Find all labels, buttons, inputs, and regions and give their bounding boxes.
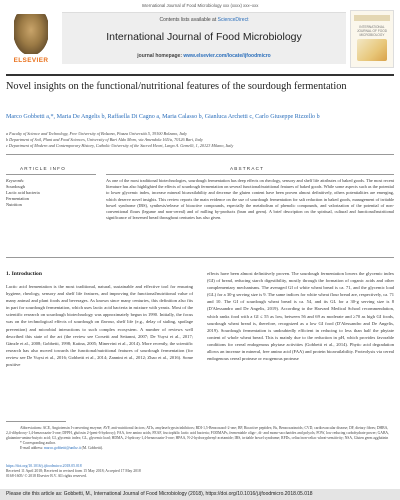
affiliation-a: a Faculty of Science and Technology, Free University of Bolzano, Piazza Università 5, 39100 Bolzano, Italy <box>6 131 188 136</box>
keyword-item[interactable]: Sourdough <box>6 184 25 190</box>
abstract-bottom-divider <box>6 257 394 258</box>
header-divider <box>6 74 394 76</box>
corresponding-author-footnote: * Corresponding author. <box>20 441 56 445</box>
homepage-label: journal homepage: <box>137 53 182 59</box>
article-info <box>6 178 96 208</box>
email-label: E-mail address: <box>20 446 44 450</box>
abstract-text: As one of the most traditional biotechnologies, sourdough fermentation has deep effects on rheology, sensory and shelf life attributes of baked goods. The most recent literature has also highlighted the effects of sourdough fermentation on several functional/nutritional features of baked goods. While some aspects such as the potential to lower glycemic index, increase mineral bioavailability and decrease the gluten content have been proven almost definitively, others potentialities are emerging, which deserve novel insights. This review reports the main evidence on the use of sourdough fermentation for salt reduction in baked goods, management of irritable bowel syndrome (IBS), synthesis/release of bioactive compounds, especially the metabolism of phenolic compounds, and valorization of the potential of non-conventional flours (legume and non-cereal) and of milling by-products (bran and germ). A brief description on the spiritual, cultural and functional/nutritional significance of leavened bread throughout centuries has also given. <box>106 178 394 221</box>
keyword-item[interactable]: Fermentation <box>6 196 29 202</box>
journal-cover-thumbnail[interactable] <box>350 10 394 68</box>
journal-reference-line: International Journal of Food Microbiology xxx (xxxx) xxx–xxx <box>141 3 259 8</box>
abbreviations-footnote: Abbreviations: ACE, Angiotensin I-converting enzyme; AVF, anti-nutritional factors; ATIs, amylase/trypsin inhibitors; BDI-1,5-Benzoxazol-2-one; BP, Bioactive peptides; Bs, Benzoxazinoids; CVD, cardiovascular disease; DF, dietary fibres; DHBA, 2,4-dihydroxy-1,4-benzoxazin-3-one; DFPH, glufosin 2-(pent-6-hydroxy); FAA, free amino acids; FEAF, fructophilic lactic acid bacteria; FODMAPs, fermentable oligo-, di- and mono-saccharides and polyols; FOW, low reducing carbohydrate power; GABA, glutamine-amino-butyric acid; GI, glycemic index; GL, glycemic load; HDMA, 2-hydroxy-1,4-benzoxazin-3-one; HPAA, N-2-hydroxyphenyl-acetamide; IBS, irritable bowel syndrome; RFDs, celiac/non-celiac wheat-sensitivity; NSA, Gluten germ agglutinin <box>6 426 390 440</box>
article-info-divider <box>6 174 96 175</box>
article-info-heading: ARTICLE INFO <box>20 166 66 171</box>
journal-banner <box>6 10 394 70</box>
author-list[interactable]: Marco Gobbetti a,*, Maria De Angelis b, Raffaella Di Cagno a, Maria Calasso b, Gianluca Archetti c, Carlo Giuseppe Rizzello b <box>6 114 320 120</box>
footnotes <box>6 426 394 451</box>
abstract-heading: ABSTRACT <box>230 166 265 171</box>
email-owner: (M. Gobbetti). <box>81 446 104 450</box>
contents-line <box>62 17 346 23</box>
email-footnote <box>6 446 394 451</box>
cover-text: INTERNATIONAL JOURNAL OF FOOD MICROBIOLOGY <box>356 25 388 37</box>
received-dates: Received 11 April 2018; Received in revised form 15 May 2018; Accepted 17 May 2018 <box>6 469 141 473</box>
keyword-item[interactable]: Lactic acid bacteria <box>6 190 40 196</box>
cover-band <box>354 15 390 21</box>
article-title: Novel insights on the functional/nutritional features of the sourdough fermentation <box>6 81 347 92</box>
citation-bar: Please cite this article as: Gobbetti, M., International Journal of Food Microbiology (2018), https://doi.org/10.1016/j.ijfoodmicro.2018.05.018 <box>0 489 400 500</box>
homepage-line <box>62 53 346 59</box>
abstract-divider <box>106 174 394 175</box>
elsevier-tree-icon <box>14 14 48 54</box>
homepage-link[interactable]: www.elsevier.com/locate/ijfoodmicro <box>183 53 271 59</box>
sciencedirect-link[interactable]: ScienceDirect <box>217 17 249 23</box>
introduction-right-column: effects have been almost definitively proven. The sourdough fermentation lowers the glycemic index (GI) of bread, reducing starch digestibility, mostly through the formation of organic acids and other complementary mechanisms. The averaged GI of white wheat bread is ca. 71, and the glycemic load (GL) for a 30-g serving size is 9. The same indices for white wheat flour bread are, respectively, ca. 71 and 10. The GI of sourdough wheat bread is ca. 54, and its GL for a 30-g serving size is 8 (D'Alessandro and De Angelis, 2019). According to the Harvard Medical School recommendation, which ranks food with a GI ≤ 55 as low, between 56 and 69 as moderate and ≥70 as high GI foods, sourdough wheat bread is, therefore, recognized as a low GI food (D'Alessandro and De Angelis, 2019). Sourdough fermentation is undoubtedly efficient in reducing to less than half the phytate content of whole wheat bread. This is mainly due to the reduction in pH, which provides favorable conditions for cereal endogenous phytase activities (Gobbetti et al., 2014). Phytic acid degradation allows an increase in mineral, free amino acid (FAA) and protein bioavailability. Proteolysis via cereal endogenous cereal protease or exogenous protease <box>207 271 394 362</box>
email-link[interactable]: marco.gobbetti@unibz.it <box>43 446 81 450</box>
keyword-item[interactable]: Nutrition <box>6 202 22 208</box>
affiliation-b: b Department of Soil, Plant and Food Sciences, University of Bari Aldo Moro, via Amendola 165/a, 70126 Bari, Italy <box>6 137 203 142</box>
article-metadata <box>6 464 394 479</box>
elsevier-wordmark: ELSEVIER <box>13 57 49 64</box>
doi-link[interactable]: https://doi.org/10.1016/j.ijfoodmicro.2018.05.018 <box>6 464 82 468</box>
contents-prefix: Contents lists available at <box>159 17 217 23</box>
keywords-label: Keywords: <box>6 178 25 183</box>
banner-center <box>62 12 346 64</box>
introduction-heading: 1. Introduction <box>6 271 42 277</box>
elsevier-logo[interactable] <box>6 10 56 70</box>
cover-image <box>357 39 387 61</box>
issn-copyright: 0168-1605/ © 2018 Elsevier B.V. All rights reserved. <box>6 474 87 478</box>
affiliation-c: c Department of Modern and Contemporary History, Catholic University of the Sacred Heart, Largo A. Gemelli, 1, 20123 Milano, Italy <box>6 143 234 148</box>
introduction-left-column: Lactic acid fermentation is the most traditional, natural, sustainable and effective tool for ensuring hygiene, rheology, sensory and shelf life features, and improving the functional/nutritional value of many animal and plant foods and beverages. As known since many centuries, this definition also fits in part for sourdough fermentation, which uses lactic acid bacteria in mixture with yeasts. Most of the scientific research on sourdough biotechnology was approximately begun in 1990. Initially, the focus was on the technological effects of sourdough on flavour, shelf life (e.g., delay of staling, spoilage prevention) and microbial interactions to such complex ecosystem. A number of reviews well described this state of the art (the review see Corsetti and Settanni, 2007; De Vuyst et al., 2017; Gänzle et al., 2008; Gobbetti, 1998; Katina, 2005; Minervini et al., 2014). More recently, the scientific research has also moved towards the functional/nutritional features of sourdough fermentation (for review see De Vuyst et al., 2016; Gobbetti et al., 2014; Zannini et al., 2012; Zhao et al., 2016). Some positive <box>6 284 193 368</box>
journal-title: International Journal of Food Microbiology <box>106 31 302 43</box>
affiliation-divider <box>6 154 394 155</box>
footnote-divider <box>6 421 66 422</box>
corresponding-author-label: Corresponding author. <box>22 441 56 445</box>
affiliations <box>6 131 394 149</box>
